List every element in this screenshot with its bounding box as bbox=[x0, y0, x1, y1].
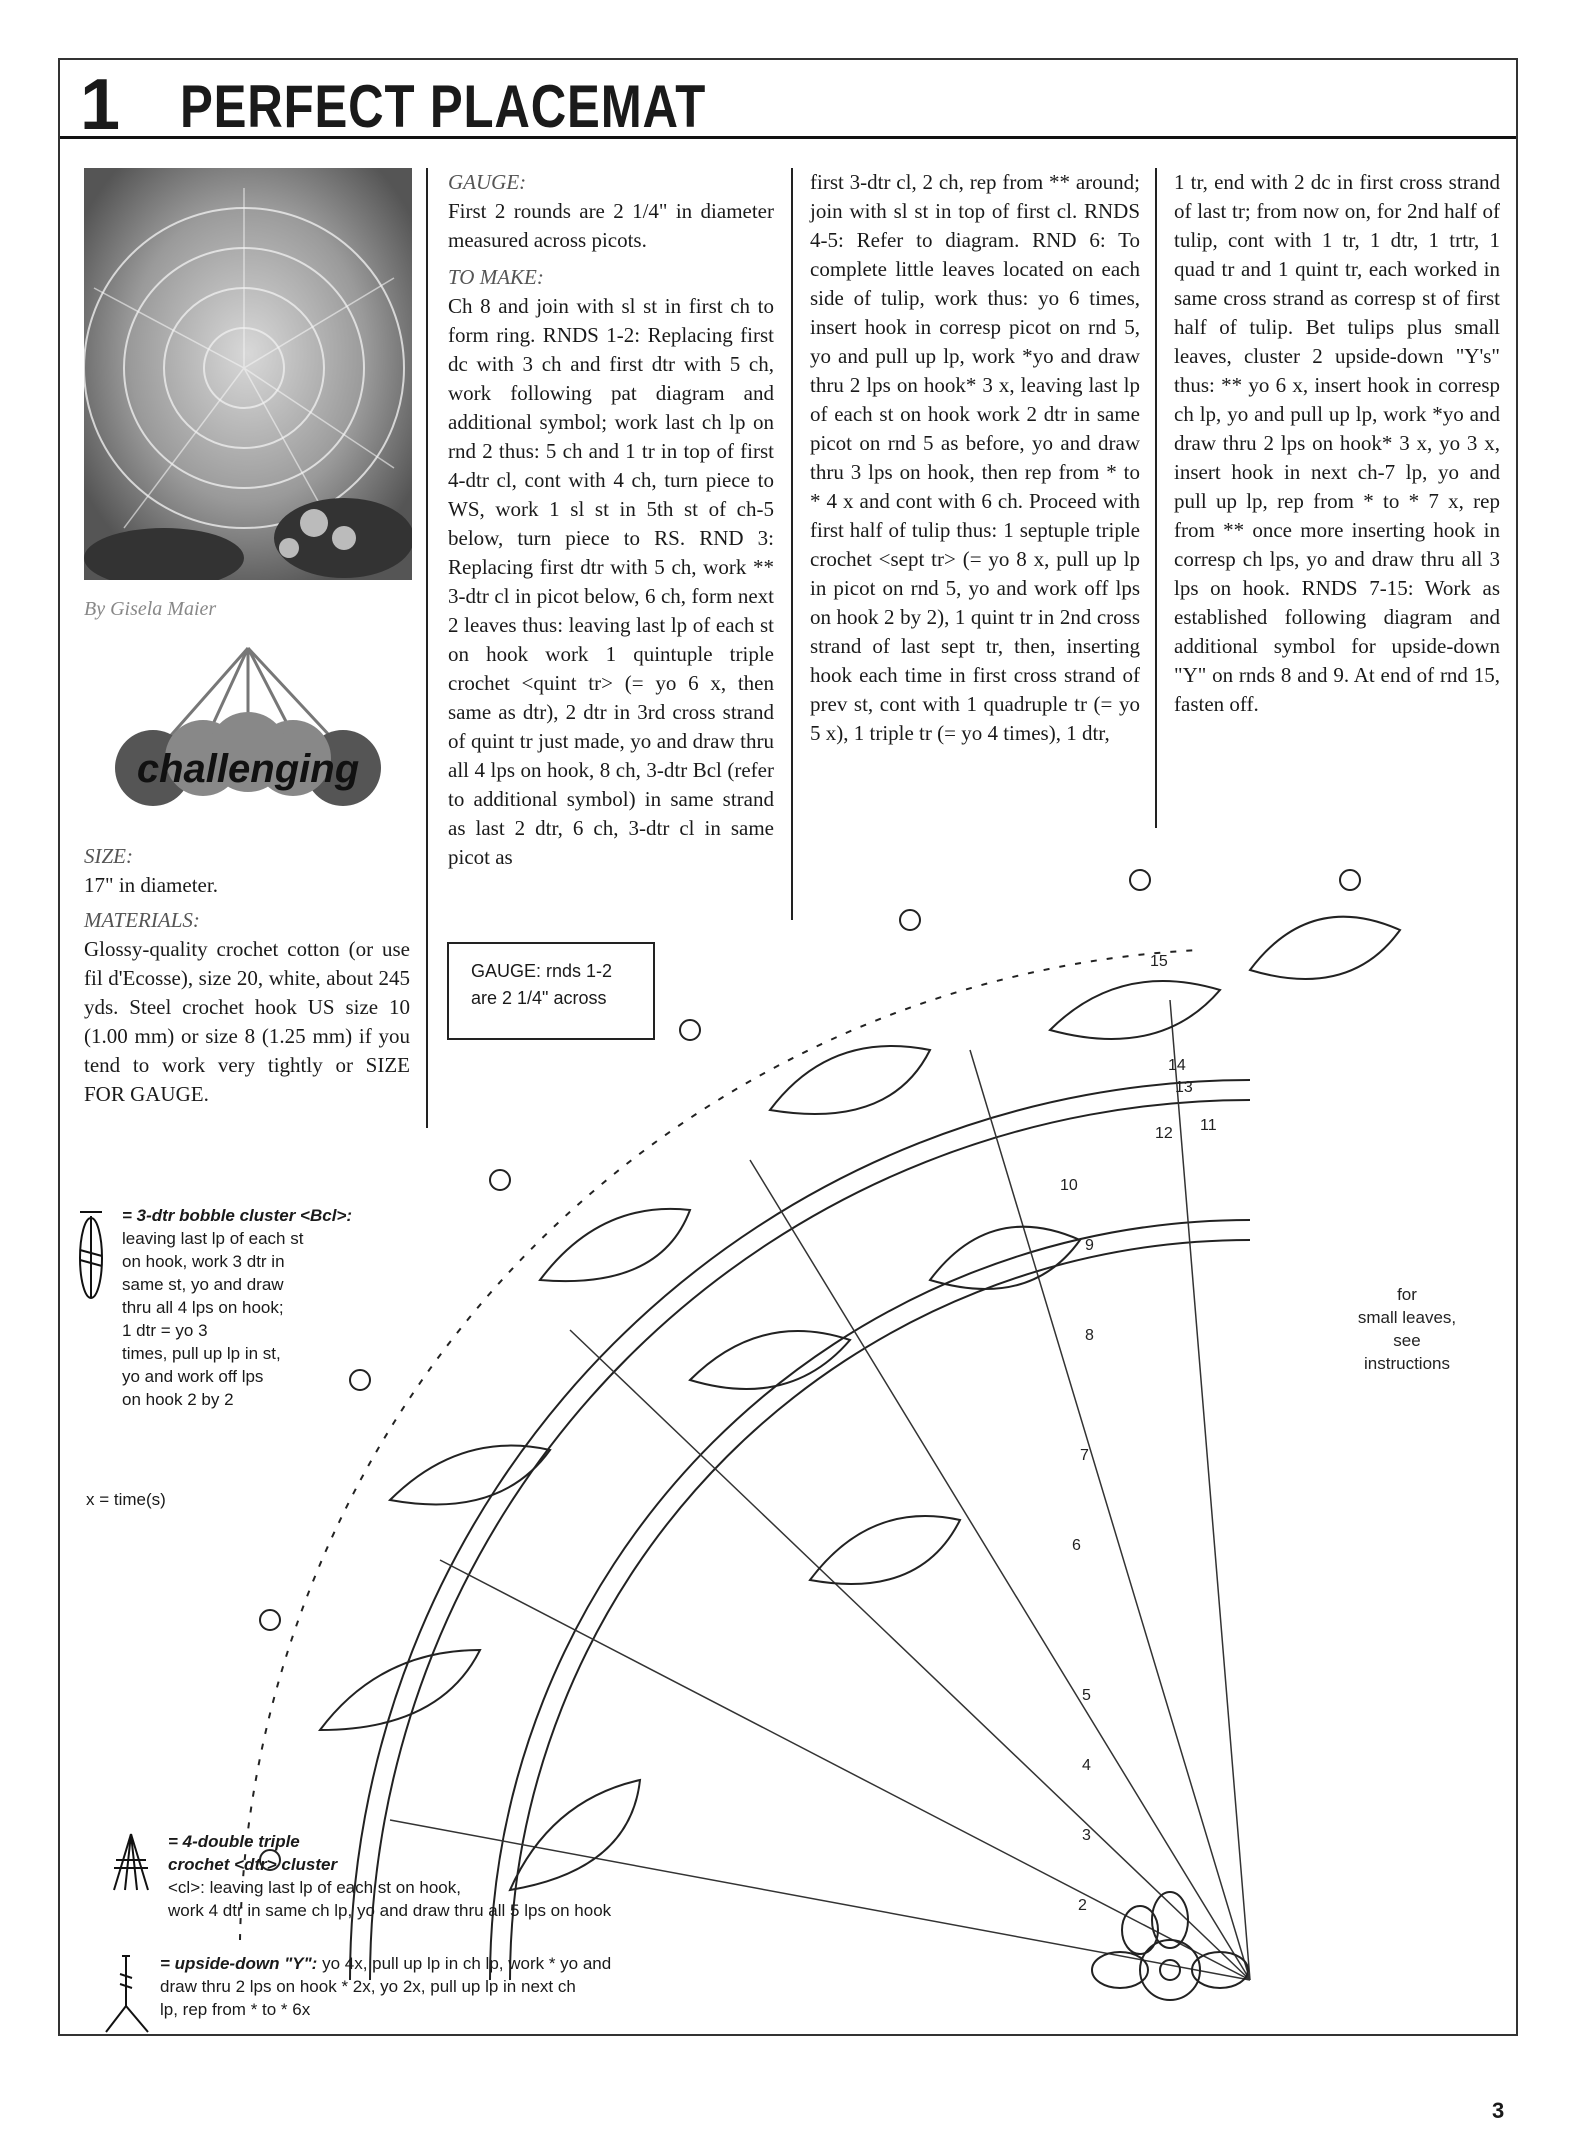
round-label: 11 bbox=[1200, 1117, 1217, 1134]
legend-bcl-line: 1 dtr = yo 3 bbox=[122, 1321, 208, 1340]
badge-label: challenging bbox=[136, 747, 360, 791]
gauge-callout-line-2: are 2 1/4" across bbox=[471, 988, 607, 1008]
instructions-text-2: first 3-dtr cl, 2 ch, rep from ** around; join with sl st in top of first cl. RNDS 4-5: Refer to diagram. RND 6: To complete little leaves located on each side of tulip, work thus: yo 6 times, insert hook in corresp picot on rnd 5, yo and pull up lp, work *yo and draw thru 2 lps on hook* 3 x, leaving last lp of each st on hook work 2 dtr in same picot on rnd 5 as before, yo and draw thru 3 lps on hook, then rep from * to * 4 x and cont with 6 ch. Proceed with first half of tulip thus: 1 septuple triple crochet <sept tr> (= yo 8 x, pull up lp in picot on rnd 5, yo and work off lps on hook 2 by 2), 1 quint tr in 2nd cross strand of last sept tr, then, inserting hook each time in first cross strand of prev st, cont with 1 quadruple tr (= yo 5 x), 1 triple tr (= yo 4 times), 1 dtr, bbox=[810, 170, 1140, 745]
round-label: 14 bbox=[1168, 1057, 1186, 1074]
column-divider bbox=[791, 168, 793, 920]
small-leaves-note: instructions bbox=[1364, 1354, 1450, 1373]
round-label: 3 bbox=[1082, 1827, 1091, 1844]
round-12-arc bbox=[240, 950, 1200, 1940]
materials-text: Glossy-quality crochet cotton (or use fil d'Ecosse), size 20, white, about 245 yds. Steel crochet hook US size 10 (1.00 mm) or size 8 (1.25 mm) if you tend to work very tightly or SIZE FOR GAUGE. bbox=[84, 937, 410, 1106]
upside-down-y-icon bbox=[100, 1952, 154, 2036]
round-label: 6 bbox=[1072, 1537, 1081, 1554]
column-divider bbox=[1155, 168, 1157, 828]
legend-cl-line-1: <cl>: leaving last lp of each st on hook, bbox=[168, 1878, 461, 1897]
round-label: 2 bbox=[1078, 1897, 1087, 1914]
legend-bobble-cluster bbox=[122, 1204, 352, 1411]
round-label: 15 bbox=[1150, 953, 1168, 970]
legend-upside-down-y bbox=[160, 1952, 611, 2021]
legend-cl-line-2: work 4 dtr in same ch lp, yo and draw thru all 5 lps on hook bbox=[168, 1901, 612, 1920]
legend-y-title: = upside-down "Y": bbox=[160, 1954, 318, 1973]
round-label: 12 bbox=[1155, 1125, 1173, 1142]
round-label: 7 bbox=[1080, 1447, 1089, 1464]
page-title: PERFECT PLACEMAT bbox=[180, 73, 707, 140]
round-label: 5 bbox=[1082, 1687, 1091, 1704]
legend-bcl-line: on hook, work 3 dtr in bbox=[122, 1252, 285, 1271]
column-instructions-3 bbox=[1174, 168, 1500, 725]
round-label: 4 bbox=[1082, 1757, 1091, 1774]
round-label: 10 bbox=[1060, 1177, 1078, 1194]
tomake-heading: TO MAKE: bbox=[448, 265, 544, 289]
gauge-heading: GAUGE: bbox=[448, 170, 527, 194]
pattern-number: 1 bbox=[80, 65, 121, 145]
legend-y-line-3: lp, rep from * to * 6x bbox=[160, 2000, 311, 2019]
legend-cl-title-1: = 4-double triple bbox=[168, 1832, 300, 1851]
legend-bcl-line: yo and work off lps bbox=[122, 1367, 264, 1386]
gauge-callout-line-1: GAUGE: rnds 1-2 bbox=[471, 961, 613, 981]
legend-bcl-line: times, pull up lp in st, bbox=[122, 1344, 281, 1363]
small-leaves-note: for bbox=[1397, 1285, 1417, 1304]
materials-heading: MATERIALS: bbox=[84, 908, 200, 932]
doily-photo bbox=[84, 168, 412, 580]
small-leaves-note: see bbox=[1393, 1331, 1421, 1350]
gauge-text: First 2 rounds are 2 1/4" in diameter measured across picots. bbox=[448, 199, 774, 252]
doily-photo-image bbox=[84, 168, 412, 580]
column-gauge-tomake bbox=[448, 168, 774, 878]
center-flower bbox=[1092, 1892, 1248, 2000]
difficulty-badge bbox=[98, 640, 398, 830]
legend-bcl-line: leaving last lp of each st bbox=[122, 1229, 304, 1248]
tomake-text: Ch 8 and join with sl st in first ch to form ring. RNDS 1-2: Replacing first dc with 3 ch and first dtr with 5 ch, work following pat diagram and additional symbol; work last ch lp on rnd 2 thus: 5 ch and 1 tr in top of first 4-dtr cl, cont with 4 ch, turn piece to WS, work 1 sl st in 5th st of ch-5 below, turn piece to RS. RND 3: Replacing first dtr with 5 ch, work ** 3-dtr cl in picot below, 6 ch, form next 2 leaves thus: leaving last lp of each st on hook work 1 quintuple triple crochet <quint tr> (= yo 6 x, then same as dtr), 2 dtr in 3rd cross strand of quint tr just made, yo and draw thru all 4 lps on hook, 8 ch, 3-dtr Bcl (refer to additional symbol) in same strand as last 2 dtr, 6 ch, 3-dtr cl in same picot as bbox=[448, 294, 774, 869]
cherries-icon bbox=[98, 640, 398, 830]
small-leaves-note: small leaves, bbox=[1357, 1308, 1457, 1327]
legend-dtr-cluster bbox=[168, 1830, 611, 1922]
byline: By Gisela Maier bbox=[84, 598, 217, 620]
dtr-cluster-icon bbox=[108, 1830, 154, 1894]
round-label: 8 bbox=[1085, 1327, 1094, 1344]
round-label: 13 bbox=[1175, 1079, 1193, 1096]
column-instructions-2 bbox=[810, 168, 1140, 754]
legend-bcl-title: = 3-dtr bobble cluster <Bcl>: bbox=[122, 1206, 353, 1225]
legend-bcl-line: thru all 4 lps on hook; bbox=[122, 1298, 284, 1317]
title-bar bbox=[60, 65, 1516, 145]
size-text: 17" in diameter. bbox=[84, 873, 218, 897]
legend-y-line-1: yo 4x, pull up lp in ch lp, work * yo and bbox=[322, 1954, 612, 1973]
instructions-text-3: 1 tr, end with 2 dc in first cross strand of last tr; from now on, for 2nd half of tulip, cont with 1 tr, 1 dtr, 1 trtr, 1 quad tr and 1 quint tr, each worked in same cross strand as corresp st of first half of tulip. Bet tulips plus small leaves, cluster 2 upside-down "Y's" thus: ** yo 6 x, insert hook in corresp ch lp, yo and pull up lp, work *yo and draw thru 2 lps on hook* 3 x, yo 3 x, insert hook in next ch-7 lp, yo and pull up lp, rep from * to * 7 x, rep from ** once more inserting hook in corresp ch lps, yo and draw thru all 3 lps on hook. RNDS 7-15: Work as established following diagram and additional symbol for upside-down "Y" on rnds 8 and 9. At end of rnd 15, fasten off. bbox=[1174, 170, 1500, 716]
size-heading: SIZE: bbox=[84, 844, 133, 868]
legend-y-line-2: draw thru 2 lps on hook * 2x, yo 2x, pull up lp in next ch bbox=[160, 1977, 576, 1996]
page-number: 3 bbox=[1492, 2098, 1505, 2123]
legend-cl-title-2: crochet <dtr> cluster bbox=[168, 1855, 338, 1874]
leaf-motifs bbox=[320, 917, 1400, 1890]
picot-loops bbox=[260, 870, 1360, 1870]
bobble-cluster-icon bbox=[76, 1208, 106, 1318]
round-label: 9 bbox=[1085, 1237, 1094, 1254]
legend-bcl-line: on hook 2 by 2 bbox=[122, 1390, 234, 1409]
legend-bcl-line: same st, yo and draw bbox=[122, 1275, 284, 1294]
legend-times-note: x = time(s) bbox=[86, 1490, 166, 1509]
